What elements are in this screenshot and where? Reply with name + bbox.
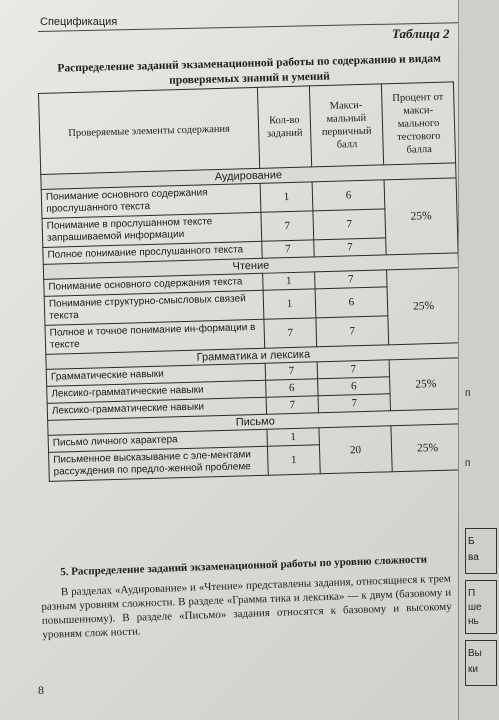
count-cell: 7 [266, 396, 318, 414]
element-cell: Понимание структурно-смысловых связей текста [44, 290, 264, 325]
section-title: Письмо [48, 409, 463, 436]
count-cell: 1 [260, 182, 313, 212]
header-max-score: Макси-мальный первичный балл [309, 84, 383, 167]
adjacent-page-fragment: ки [468, 664, 478, 675]
count-cell: 7 [265, 362, 317, 380]
element-cell: Письменное высказывание с эле-ментами рассуждения по предло-женной проблеме [49, 446, 269, 481]
element-cell: Грамматические навыки [46, 363, 265, 386]
element-cell: Полное понимание прослушанного текста [43, 241, 262, 264]
section-title: Чтение [43, 253, 458, 280]
count-cell: 7 [261, 211, 314, 241]
header-elements: Проверяемые элементы содержания [39, 87, 260, 174]
distribution-table [38, 81, 465, 481]
element-cell: Лексико-грамматические навыки [47, 380, 266, 403]
adjacent-page-fragment: ва [468, 552, 479, 563]
count-cell: 1 [267, 428, 319, 446]
element-cell: Понимание основного содержания прослушанного текста [41, 183, 261, 218]
section-title: Аудирование [41, 163, 456, 190]
count-cell: 1 [263, 289, 316, 319]
percent-cell: 25% [387, 268, 461, 345]
adjacent-page-box [465, 528, 497, 574]
section-5 [40, 552, 452, 642]
section-title: Грамматика и лексика [46, 343, 461, 370]
table-caption: Распределение заданий экзаменационной работы по содержанию и видам проверяемых знаний и умений [57, 52, 441, 87]
adjacent-page-fragment: п [465, 388, 471, 399]
count-cell: 7 [262, 240, 314, 258]
max-score-cell: 7 [315, 270, 387, 289]
header-percent: Процент от макси-мального тестового балла [381, 82, 455, 165]
running-header: Спецификация [40, 16, 118, 28]
section-5-body: В разделах «Аудирование» и «Чтение» представлены задания, относящиеся к трем разным уровням сложности. В разделе «Грамма тика и лексика» — к двум (базовому и повышенному). В разделе «Письмо» задания относятся к базовому и высокому уровням слож ности. [41, 572, 452, 641]
count-cell: 6 [266, 379, 318, 397]
element-cell: Понимание в прослушанном тексте запрашиваемой информации [42, 212, 262, 247]
max-score-cell: 7 [314, 238, 386, 257]
count-cell: 1 [267, 445, 320, 475]
table-label: Таблица 2 [392, 26, 450, 41]
adjacent-page-fragment: п [465, 458, 471, 469]
max-score-cell: 7 [316, 316, 389, 347]
element-cell: Лексико-грамматические навыки [47, 397, 266, 420]
percent-cell: 25% [389, 358, 462, 411]
adjacent-page-fragment: Б [468, 536, 475, 547]
adjacent-page-fragment: нь [468, 616, 479, 627]
table-header-row [39, 82, 456, 175]
element-cell: Понимание основного содержания текста [44, 273, 263, 296]
adjacent-page-edge [458, 0, 499, 720]
percent-cell: 25% [384, 178, 458, 255]
max-score-cell: 7 [317, 360, 389, 379]
max-score-cell: 7 [318, 394, 390, 413]
max-score-cell: 20 [319, 426, 392, 474]
section-5-title: 5. Распределение заданий экзаменационной работы по уровню сложности [60, 553, 428, 579]
element-cell: Письмо личного характера [48, 429, 267, 452]
max-score-cell: 6 [315, 287, 388, 318]
max-score-cell: 6 [318, 377, 390, 396]
count-cell: 1 [263, 272, 315, 290]
adjacent-page-fragment: П [468, 588, 476, 599]
page-number: 8 [38, 683, 44, 697]
max-score-cell: 6 [312, 180, 385, 211]
max-score-cell: 7 [313, 209, 386, 240]
adjacent-page-fragment: Вы [468, 648, 482, 659]
count-cell: 7 [264, 318, 317, 348]
percent-cell: 25% [391, 424, 464, 472]
adjacent-page-fragment: ше [468, 602, 482, 613]
adjacent-page-box [465, 640, 497, 686]
header-count: Кол-во заданий [257, 86, 311, 168]
element-cell: Полное и точное понимание ин-формации в тексте [45, 319, 265, 354]
